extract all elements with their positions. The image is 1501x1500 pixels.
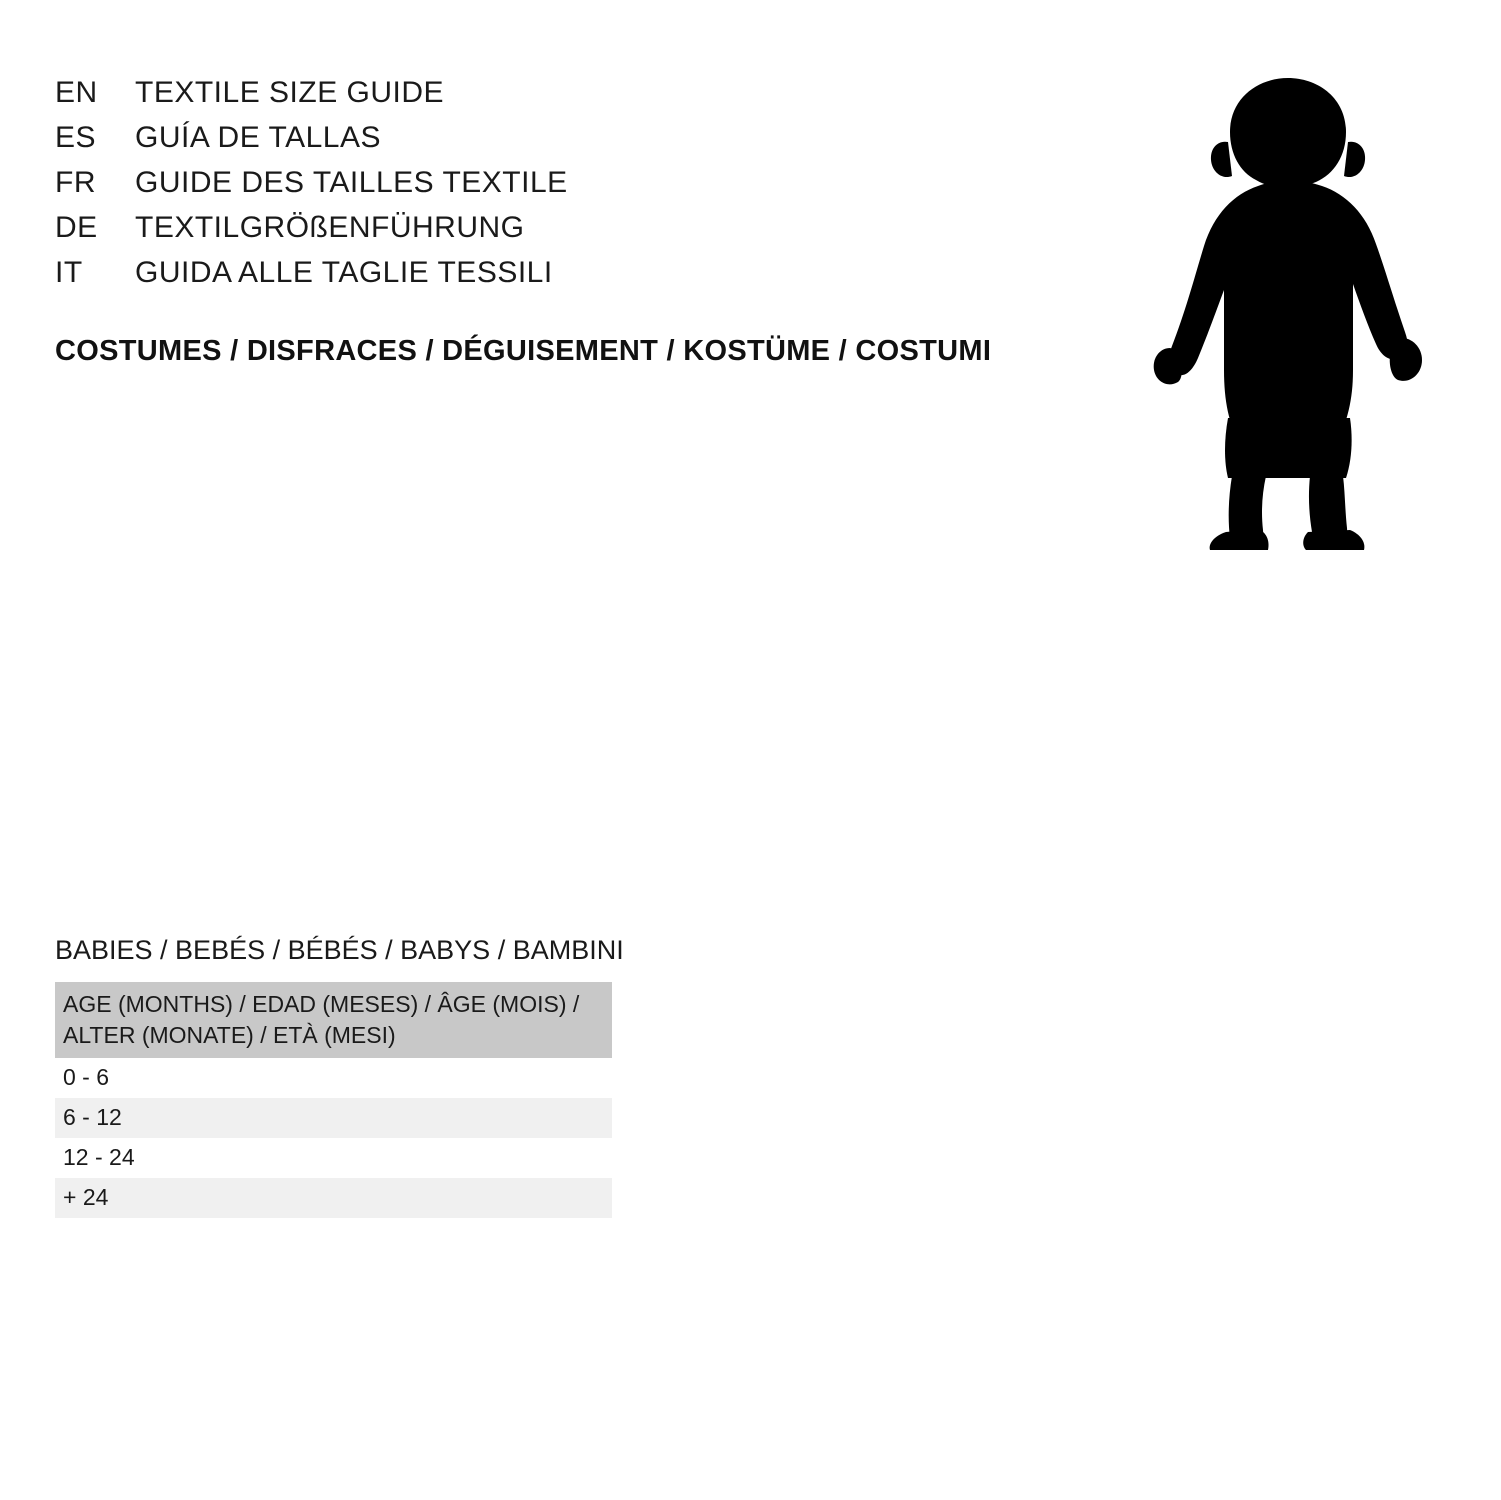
language-title: GUIDE DES TAILLES TEXTILE (135, 166, 568, 199)
language-row (55, 256, 1055, 301)
language-title: GUÍA DE TALLAS (135, 121, 381, 154)
language-row (55, 76, 1055, 121)
language-code: FR (55, 166, 96, 199)
table-header-row (55, 982, 612, 1058)
language-code: EN (55, 76, 98, 109)
language-code: ES (55, 121, 97, 154)
age-cell: + 24 (55, 1178, 612, 1218)
size-table (55, 982, 612, 1218)
table-row (55, 1178, 612, 1218)
category-line: COSTUMES / DISFRACES / DÉGUISEMENT / KOSTÜME / COSTUMI (55, 335, 992, 367)
column-header-age: AGE (MONTHS) / EDAD (MESES) / ÂGE (MOIS) / ALTER (MONATE) / ETÀ (MESI) (55, 982, 612, 1058)
table-row (55, 1098, 612, 1138)
table-row (55, 1058, 612, 1098)
language-row (55, 121, 1055, 166)
size-table-section (55, 935, 624, 1218)
language-row (55, 166, 1055, 211)
table-row (55, 1138, 612, 1178)
language-code: IT (55, 256, 83, 289)
language-code: DE (55, 211, 98, 244)
age-cell: 6 - 12 (55, 1098, 612, 1138)
age-cell: 0 - 6 (55, 1058, 612, 1098)
age-cell: 12 - 24 (55, 1138, 612, 1178)
table-title: BABIES / BEBÉS / BÉBÉS / BABYS / BAMBINI (55, 935, 624, 965)
language-title: TEXTILE SIZE GUIDE (135, 76, 445, 109)
language-title: GUIDA ALLE TAGLIE TESSILI (135, 256, 553, 289)
language-title: TEXTILGRÖßENFÜHRUNG (135, 211, 525, 244)
language-row (55, 211, 1055, 256)
baby-silhouette-icon (1110, 70, 1450, 550)
language-header-block (55, 76, 1055, 301)
